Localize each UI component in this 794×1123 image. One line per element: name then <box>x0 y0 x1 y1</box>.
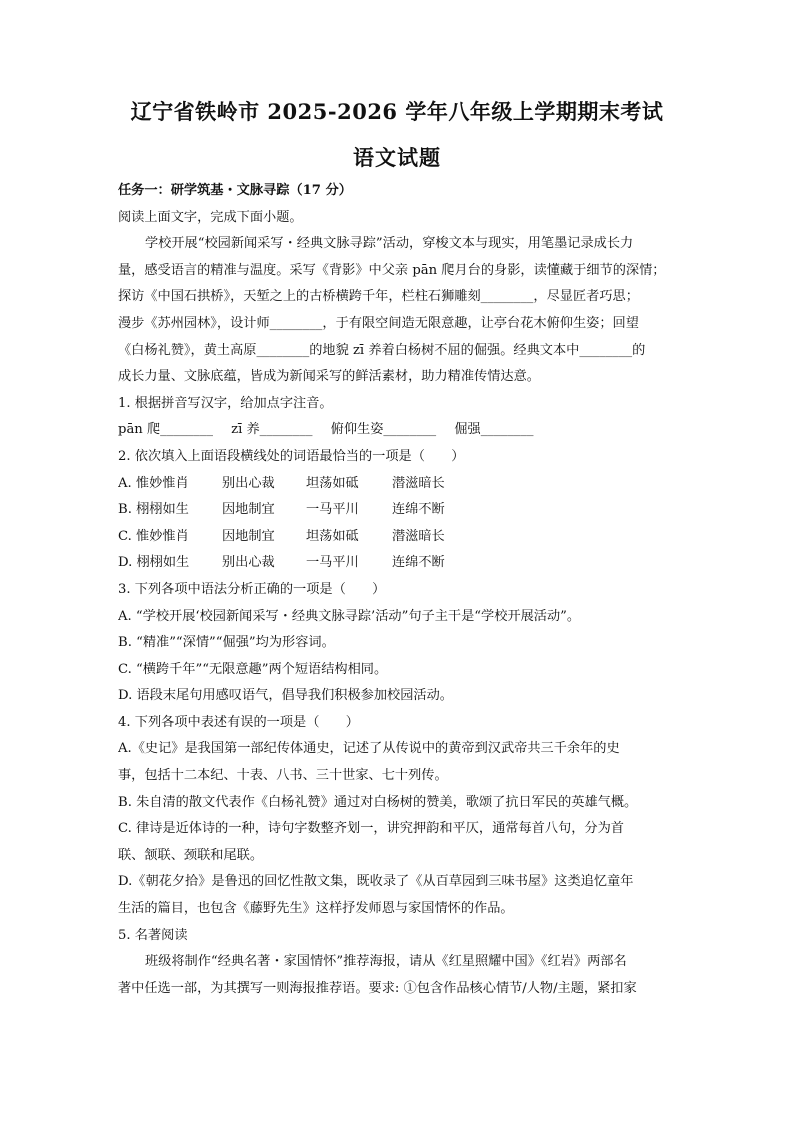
exam-subtitle: 语文试题 <box>353 145 441 170</box>
question-4-line: A.《史记》是我国第一部纪传体通史，记述了从传说中的黄帝到汉武帝共三千余年的史 <box>118 741 620 757</box>
option-word: 潜滋暗长 <box>392 528 445 544</box>
passage-line: 量，感受语言的精准与温度。采写《背影》中父亲 pān 爬月台的身影，读懂藏于细节的深情； <box>118 262 666 278</box>
question-2-option-a <box>118 471 680 498</box>
question-2-option-b <box>118 497 680 524</box>
option-word: D. 栩栩如生 <box>118 555 190 571</box>
question-1-items <box>118 417 680 444</box>
option-word: A. 惟妙惟肖 <box>118 475 189 491</box>
question-4-line: D.《朝花夕拾》是鲁迅的回忆性散文集，既收录了《从百草园到三味书屋》这类追忆童年 <box>118 874 634 890</box>
question-3-option-b: B. “精准”“深情”“倔强”均为形容词。 <box>118 635 335 651</box>
option-word: 一马平川 <box>306 555 359 571</box>
question-5-stem: 5. 名著阅读 <box>118 927 188 943</box>
pinyin-item: zī 养________ <box>231 422 313 438</box>
pinyin-item: 俯仰生姿________ <box>330 422 437 438</box>
pinyin-item: pān 爬________ <box>118 422 213 438</box>
option-word: 别出心裁 <box>222 555 275 571</box>
question-3-stem: 3. 下列各项中语法分析正确的一项是（ ） <box>118 581 386 597</box>
option-word: C. 惟妙惟肖 <box>118 528 189 544</box>
question-4-stem: 4. 下列各项中表述有误的一项是（ ） <box>118 714 359 730</box>
option-word: 一马平川 <box>306 502 359 518</box>
option-word: 坦荡如砥 <box>306 528 359 544</box>
question-3-option-a: A. “学校开展‘校园新闻采写・经典文脉寻踪’活动”句子主干是“学校开展活动”。 <box>118 608 581 624</box>
reading-instruction: 阅读上面文字，完成下面小题。 <box>118 209 303 225</box>
passage-line: 《白杨礼赞》，黄土高原________的地貌 zī 养着白杨树不屈的倔强。经典文本中________的 <box>118 342 646 358</box>
option-word: 连绵不断 <box>392 502 445 518</box>
exam-title: 辽宁省铁岭市 2025-2026 学年八年级上学期期末考试 <box>130 99 664 124</box>
question-2-option-c <box>118 524 680 551</box>
question-2-stem: 2. 依次填入上面语段横线处的词语最恰当的一项是（ ） <box>118 448 465 464</box>
option-word: 别出心裁 <box>222 475 275 491</box>
passage-line: 成长力量、文脉底蕴，皆成为新闻采写的鲜活素材，助力精准传情达意。 <box>118 369 540 385</box>
question-5-line: 著中任选一部，为其撰写一则海报推荐语。要求: ①包含作品核心情节/人物/主题，紧扣家 <box>118 980 637 996</box>
question-4-line: 联、颔联、颈联和尾联。 <box>118 847 264 863</box>
passage-line: 探访《中国石拱桥》，天堑之上的古桥横跨千年，栏柱石狮雕刻________，尽显匠者巧思； <box>118 289 639 305</box>
option-word: 坦荡如砥 <box>306 475 359 491</box>
question-4-line: C. 律诗是近体诗的一种，诗句字数整齐划一，讲究押韵和平仄，通常每首八句，分为首 <box>118 821 624 837</box>
option-word: 因地制宜 <box>222 502 275 518</box>
exam-content <box>118 178 680 1002</box>
task-heading: 任务一：研学筑基・文脉寻踪（17 分） <box>118 183 352 198</box>
option-word: 连绵不断 <box>392 555 445 571</box>
question-4-line: 事，包括十二本纪、十表、八书、三十世家、七十列传。 <box>118 768 448 784</box>
option-word: 因地制宜 <box>222 528 275 544</box>
question-4-line: B. 朱自清的散文代表作《白杨礼赞》通过对白杨树的赞美，歌颂了抗日军民的英雄气概。 <box>118 794 638 810</box>
option-word: 潜滋暗长 <box>392 475 445 491</box>
passage-line: 学校开展“校园新闻采写・经典文脉寻踪”活动，穿梭文本与现实，用笔墨记录成长力 <box>145 236 634 252</box>
question-3-option-c: C. “横跨千年”“无限意趣”两个短语结构相同。 <box>118 661 388 677</box>
option-word: B. 栩栩如生 <box>118 502 189 518</box>
question-1-stem: 1. 根据拼音写汉字，给加点字注音。 <box>118 395 333 411</box>
question-3-option-d: D. 语段末尾句用感叹语气，倡导我们积极参加校园活动。 <box>118 688 453 704</box>
question-2-option-d <box>118 550 680 577</box>
question-4-line: 生活的篇目，也包含《藤野先生》这样抒发师恩与家国情怀的作品。 <box>118 901 514 917</box>
passage-line: 漫步《苏州园林》，设计师________，于有限空间造无限意趣，让亭台花木俯仰生姿；回望 <box>118 315 639 331</box>
question-5-line: 班级将制作“经典名著・家国情怀”推荐海报，请从《红星照耀中国》《红岩》两部名 <box>145 954 627 970</box>
pinyin-item: 倔强________ <box>454 422 534 438</box>
